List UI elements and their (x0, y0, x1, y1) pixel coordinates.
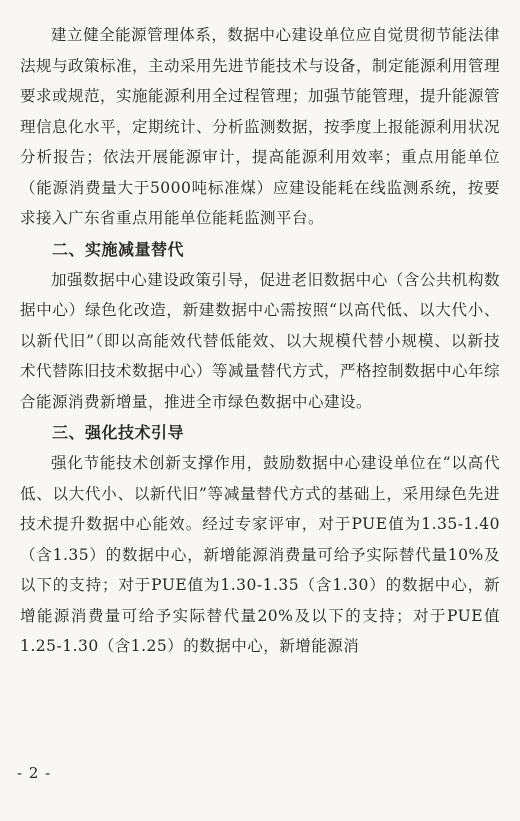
section-heading-reduction-replacement: 二、实施减量替代 (52, 239, 185, 259)
paragraph-energy-management: 建立健全能源管理体系，数据中心建设单位应自觉贯彻节能法律法规与政策标准，主动采用先进节能技术与设备，制定能源利用管理要求或规范，实施能源利用全过程管理；加强节能管理，提升能源管理信息化水平，定期统计、分析监测数据，按季度上报能源利用状况分析报告；依法开展能源审计，提高能源利用效率；重点用能单位（能源消费量大于5000吨标准煤）应建设能耗在线监测系统，按要求接入广东省重点用能单位能耗监测平台。 (20, 26, 501, 227)
page-number: - 2 - (17, 764, 52, 782)
document-body (20, 20, 500, 662)
paragraph-reduction-replacement: 加强数据中心建设政策引导，促进老旧数据中心（含公共机构数据中心）绿色化改造，新建数据中心需按照“以高代低、以大代小、以新代旧”（即以高能效代替低能效、以大规模代替小规模、以新技术代替陈旧技术数据中心）等减量替代方式，严格控制数据中心年综合能源消费新增量，推进全市绿色数据中心建设。 (20, 270, 501, 411)
paragraph-technical-guidance: 强化节能技术创新支撑作用，鼓励数据中心建设单位在“以高代低、以大代小、以新代旧”等减量替代方式的基础上，采用绿色先进技术提升数据中心能效。经过专家评审，对于PUE值为1.35-1.40（含1.35）的数据中心，新增能源消费量可给予实际替代量10%及以下的支持；对于PUE值为1.30-1.35（含1.30）的数据中心，新增能源消费量可给予实际替代量20%及以下的支持；对于PUE值1.25-1.30（含1.25）的数据中心，新增能源消 (20, 454, 500, 655)
section-heading-technical-guidance: 三、强化技术引导 (52, 423, 185, 442)
